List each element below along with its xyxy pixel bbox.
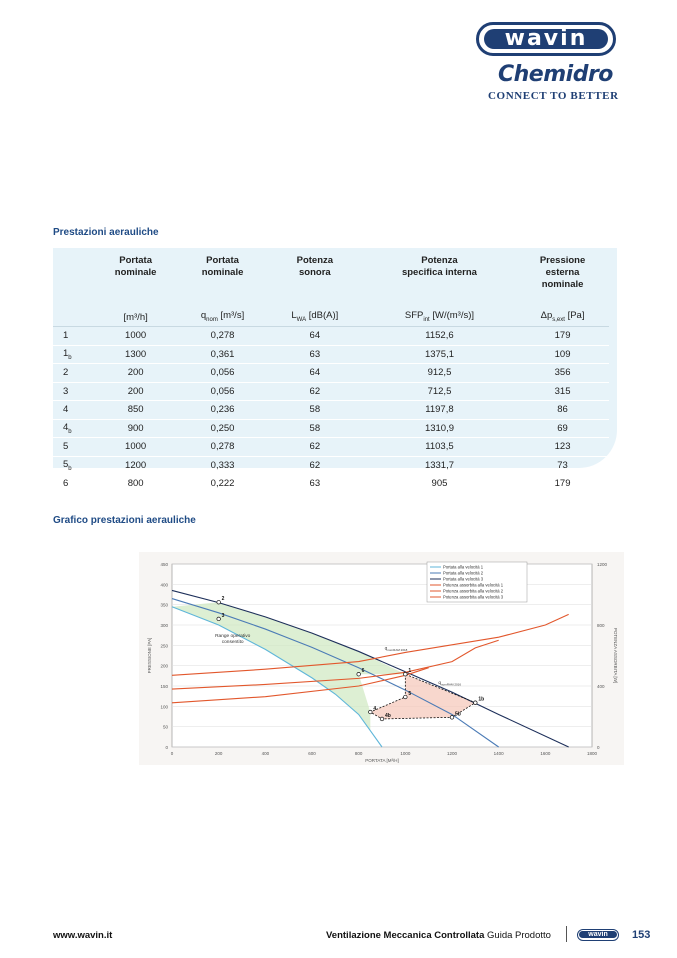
unit-cell: $L_{WA}$ [dB(A)] xyxy=(267,297,363,327)
point-label: 5 xyxy=(408,690,412,697)
table-cell: 0,333 xyxy=(178,456,267,475)
row-id: 6 xyxy=(53,475,93,494)
unit-cell: $\Delta p_{s,ext}$ [Pa] xyxy=(516,297,609,327)
table-cell: 900 xyxy=(93,419,178,438)
table-cell: 0,278 xyxy=(178,438,267,457)
table-cell: 0,278 xyxy=(178,327,267,346)
data-point xyxy=(474,701,478,705)
table-cell: 712,5 xyxy=(363,382,516,401)
table-row xyxy=(53,401,609,420)
x-tick-label: 1200 xyxy=(446,751,458,756)
row-id: 2 xyxy=(53,364,93,383)
table-cell: 912,5 xyxy=(363,364,516,383)
table-cell: 0,361 xyxy=(178,345,267,364)
y2-tick-label: 0 xyxy=(597,745,600,750)
data-point xyxy=(404,695,408,699)
x-tick-label: 0 xyxy=(170,751,174,756)
y-tick-label: 0 xyxy=(165,745,168,750)
performance-chart xyxy=(139,552,624,765)
y-tick-label: 250 xyxy=(160,643,168,649)
table-cell: 850 xyxy=(93,401,178,420)
footer-guide: Guida Prodotto xyxy=(487,930,551,941)
point-label: 4 xyxy=(373,706,377,713)
table-row xyxy=(53,382,609,401)
table-cell: 200 xyxy=(93,382,178,401)
point-label: 3 xyxy=(221,612,225,619)
data-point xyxy=(217,600,221,604)
y2-tick-label: 1200 xyxy=(597,562,608,567)
table-cell: 86 xyxy=(516,401,609,420)
table-cell: 200 xyxy=(93,364,178,383)
header-cell: Portata nominale xyxy=(201,255,244,278)
point-label: 5b xyxy=(455,711,461,718)
table-cell: 63 xyxy=(267,345,363,364)
wavin-logo xyxy=(474,22,620,102)
unit-cell: $SFP_{int}$ [W/(m³/s)] xyxy=(363,297,516,327)
table-cell: 1331,7 xyxy=(363,456,516,475)
table-cell: 0,222 xyxy=(178,475,267,494)
table-row xyxy=(53,364,609,383)
point-label: 1 xyxy=(408,668,412,675)
point-label: 6 xyxy=(361,668,365,675)
table-cell: 62 xyxy=(267,456,363,475)
footer-logo-text: wavin xyxy=(579,931,617,938)
chart-svg xyxy=(139,552,624,765)
performance-table xyxy=(53,250,609,494)
table-cell: 62 xyxy=(267,382,363,401)
table-cell: 179 xyxy=(516,475,609,494)
point-label: 1b xyxy=(478,696,485,703)
page-number: 153 xyxy=(632,929,651,941)
table-cell: 315 xyxy=(516,382,609,401)
unit-cell: $q_{nom}$ [m³/s] xyxy=(178,297,267,327)
x-tick-label: 600 xyxy=(308,751,316,756)
footer-logo xyxy=(577,929,619,941)
footer-title xyxy=(326,930,551,941)
table-cell: 73 xyxy=(516,456,609,475)
header-cell: Potenza sonora xyxy=(296,255,334,278)
annotation: Range operativo xyxy=(215,634,251,640)
row-id: 4 xyxy=(53,401,93,420)
table-cell: 1103,5 xyxy=(363,438,516,457)
table-cell: 179 xyxy=(516,327,609,346)
table-cell: 58 xyxy=(267,419,363,438)
table-row xyxy=(53,456,609,475)
header-cell: Pressione esterna nominale xyxy=(539,255,586,290)
data-point xyxy=(369,710,373,714)
row-id: $5_b$ xyxy=(53,456,93,475)
annotation: consentito xyxy=(221,640,244,646)
x-tick-label: 1400 xyxy=(493,751,504,756)
annotation-sub: nomRAM 2018 xyxy=(387,647,408,652)
annotation: $q_{nomRAM 2016}$ xyxy=(438,680,462,687)
table-header-row xyxy=(53,250,609,297)
y2-axis-label: POTENZA ASSORBITA [W] xyxy=(613,627,618,684)
legend-label: Portata alla velocità 2 xyxy=(443,570,484,576)
table-row xyxy=(53,438,609,457)
x-axis-label: PORTATA [M³/H] xyxy=(365,758,399,763)
table-cell: 0,236 xyxy=(178,401,267,420)
table-cell: 1375,1 xyxy=(363,345,516,364)
footer-url[interactable]: www.wavin.it xyxy=(53,930,113,941)
table-row xyxy=(53,345,609,364)
y-tick-label: 200 xyxy=(160,663,168,669)
table-cell: 800 xyxy=(93,475,178,494)
logo-badge xyxy=(476,22,616,56)
footer-title-text: Ventilazione Meccanica Controllata xyxy=(326,930,485,941)
data-point xyxy=(450,716,454,720)
y-axis-label: PRESSIONE [PA] xyxy=(147,637,152,674)
table-cell: 1152,6 xyxy=(363,327,516,346)
x-tick-label: 1000 xyxy=(400,751,411,756)
table-cell: 0,056 xyxy=(178,364,267,383)
table-cell: 1000 xyxy=(93,438,178,457)
x-tick-label: 1800 xyxy=(586,751,598,756)
row-id: 1 xyxy=(53,327,93,346)
row-id: 5 xyxy=(53,438,93,457)
x-tick-label: 1600 xyxy=(540,751,551,756)
footer-divider xyxy=(566,926,567,942)
annotation-sub: nomRAM 2016 xyxy=(440,682,462,687)
table-cell: 1197,8 xyxy=(363,401,516,420)
units-row xyxy=(53,297,609,327)
row-id: $1_b$ xyxy=(53,345,93,364)
table-cell: 905 xyxy=(363,475,516,494)
y2-tick-label: 400 xyxy=(597,684,605,689)
x-tick-label: 200 xyxy=(214,751,223,756)
section-title-chart: Grafico prestazioni aerauliche xyxy=(53,515,196,526)
table-cell: 62 xyxy=(267,438,363,457)
row-id: 3 xyxy=(53,382,93,401)
table-cell: 1200 xyxy=(93,456,178,475)
annotation: $q_{nomRAM 2018}$ xyxy=(384,646,408,652)
header-cell: Portata nominale xyxy=(114,255,157,278)
legend-label: Portata alla velocità 3 xyxy=(443,576,484,582)
unit-cell: [m³/h] xyxy=(93,297,178,327)
data-point xyxy=(380,717,384,721)
header-cell: Potenza specifica interna xyxy=(401,255,477,278)
table-row xyxy=(53,419,609,438)
table-cell: 58 xyxy=(267,401,363,420)
point-label: 4b xyxy=(385,712,391,719)
legend-label: Potenza assorbita alla velocità 3 xyxy=(443,594,504,600)
data-point xyxy=(217,617,221,621)
logo-text: wavin xyxy=(484,29,608,49)
table-cell: 109 xyxy=(516,345,609,364)
y-tick-label: 350 xyxy=(160,602,168,608)
legend-label: Potenza assorbita alla velocità 2 xyxy=(443,588,504,594)
point-label: 2 xyxy=(221,596,225,603)
table-cell: 1000 xyxy=(93,327,178,346)
table-cell: 69 xyxy=(516,419,609,438)
table-cell: 0,056 xyxy=(178,382,267,401)
table-cell: 1300 xyxy=(93,345,178,364)
table-cell: 63 xyxy=(267,475,363,494)
y2-tick-label: 800 xyxy=(597,623,605,628)
y-tick-label: 400 xyxy=(160,582,168,588)
table-row xyxy=(53,475,609,494)
data-point xyxy=(404,672,408,676)
sub-brand: Chemidro xyxy=(498,62,613,87)
row-id: $4_b$ xyxy=(53,419,93,438)
table-cell: 356 xyxy=(516,364,609,383)
table-cell: 64 xyxy=(267,364,363,383)
y-tick-label: 50 xyxy=(162,724,168,730)
legend-label: Portata alla velocità 1 xyxy=(443,564,484,570)
table-cell: 0,250 xyxy=(178,419,267,438)
y-tick-label: 450 xyxy=(160,562,168,567)
table-cell: 123 xyxy=(516,438,609,457)
data-point xyxy=(357,672,361,676)
table-row xyxy=(53,327,609,346)
y-tick-label: 300 xyxy=(160,623,168,628)
table-cell: 64 xyxy=(267,327,363,346)
y-tick-label: 100 xyxy=(160,704,168,710)
legend-label: Potenza assorbita alla velocità 1 xyxy=(443,582,504,588)
x-tick-label: 800 xyxy=(354,751,363,756)
x-tick-label: 400 xyxy=(261,751,270,756)
table-cell: 1310,9 xyxy=(363,419,516,438)
tagline: CONNECT TO BETTER xyxy=(488,90,619,102)
section-title-performance: Prestazioni aerauliche xyxy=(53,227,159,238)
y-tick-label: 150 xyxy=(160,684,168,689)
